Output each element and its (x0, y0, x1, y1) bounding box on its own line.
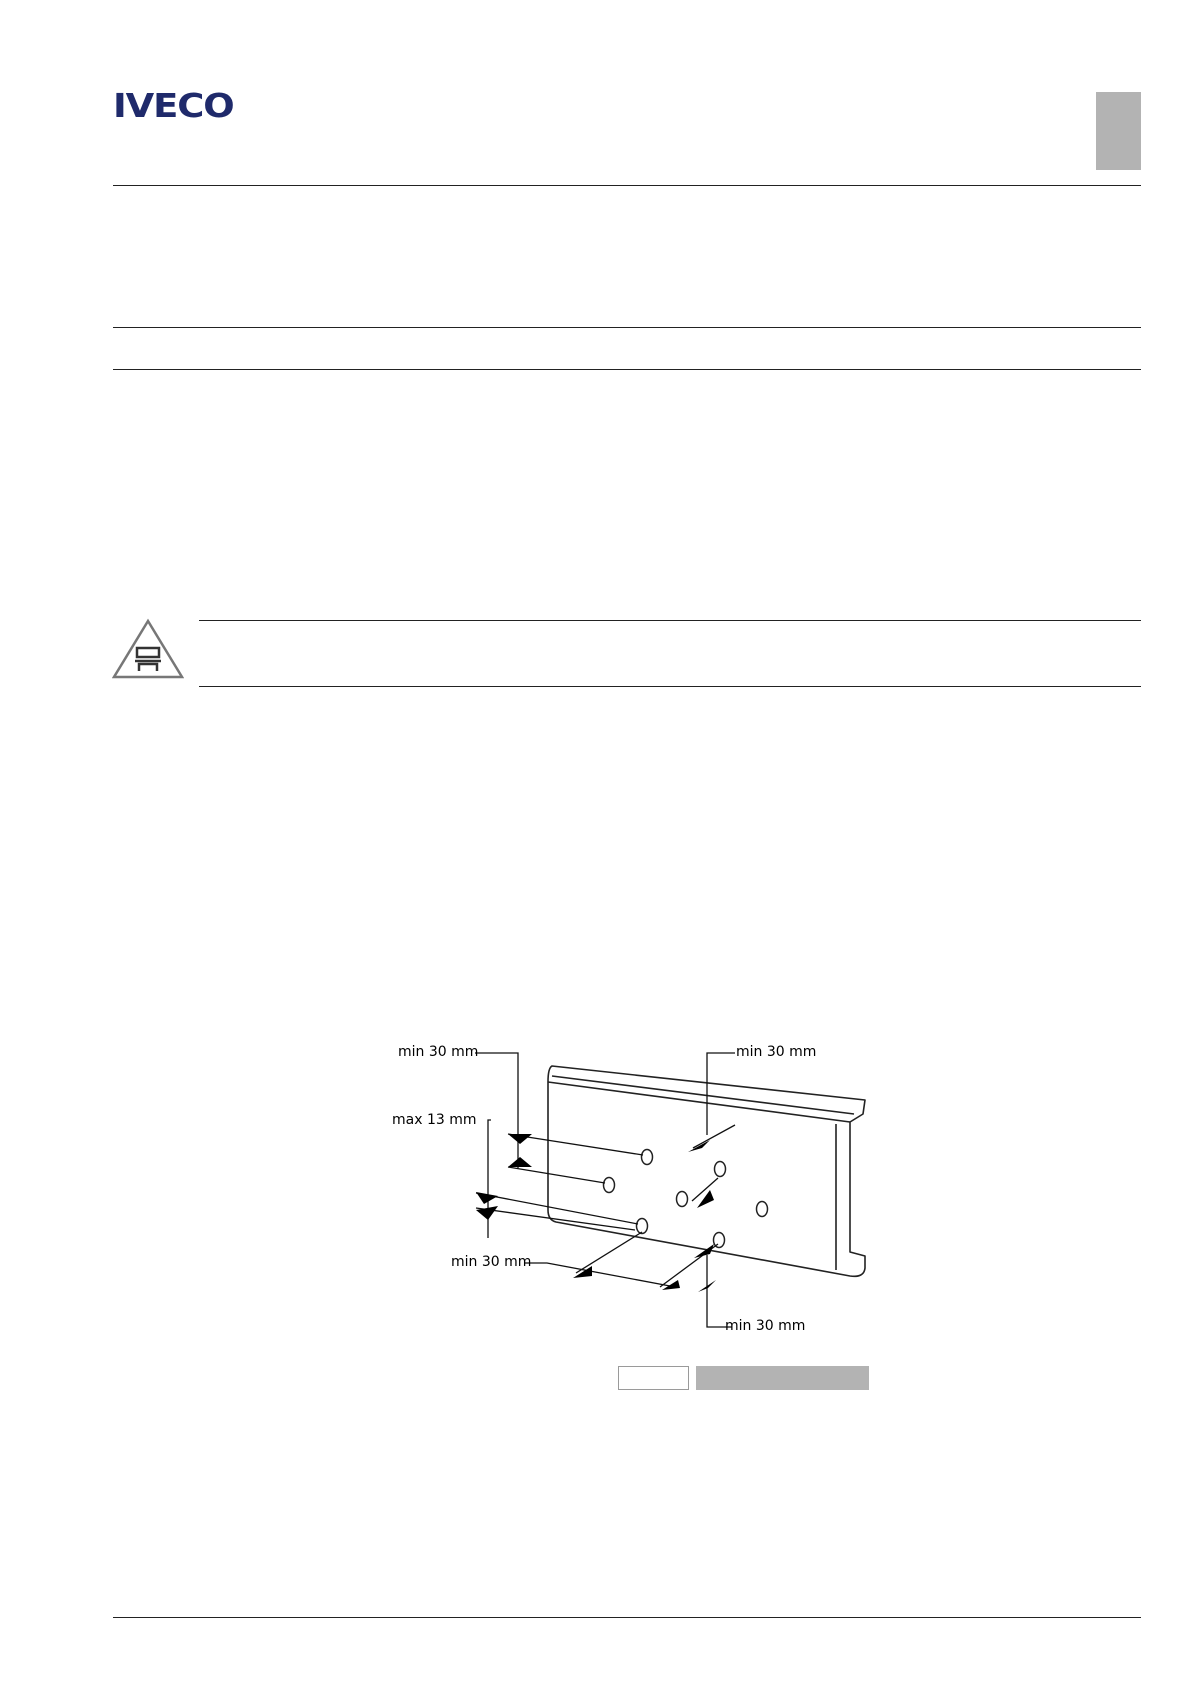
hole (714, 1233, 725, 1248)
hole (677, 1192, 688, 1207)
figure-number-box (618, 1366, 689, 1390)
hole (757, 1202, 768, 1217)
dimension-label-top-left: min 30 mm (398, 1044, 479, 1060)
dimension-label-bottom-left: min 30 mm (451, 1254, 532, 1270)
iveco-logo: IVECO (113, 86, 234, 125)
arrowhead (688, 1140, 710, 1152)
section-rule-bottom (113, 369, 1141, 370)
hole (642, 1150, 653, 1165)
footer-rule (113, 1617, 1141, 1618)
note-rule-bottom (199, 686, 1141, 687)
section-tab-marker (1096, 92, 1141, 170)
arrowhead (508, 1134, 532, 1144)
arrowhead (508, 1157, 532, 1167)
arrowhead (694, 1244, 714, 1258)
arrowhead (476, 1192, 498, 1204)
dimension-label-top-right: min 30 mm (736, 1044, 817, 1060)
header-rule (113, 185, 1141, 186)
dimension-label-bottom-right: min 30 mm (725, 1318, 806, 1334)
dimension-label-left-max: max 13 mm (392, 1112, 477, 1128)
hole (715, 1162, 726, 1177)
arrowhead (697, 1190, 714, 1208)
vehicle-warning-triangle-icon (112, 618, 184, 680)
section-rule-top (113, 327, 1141, 328)
chassis-drilling-figure (380, 1030, 880, 1350)
figure-caption-bar (696, 1366, 869, 1390)
note-rule-top (199, 620, 1141, 621)
hole (604, 1178, 615, 1193)
hole (637, 1219, 648, 1234)
